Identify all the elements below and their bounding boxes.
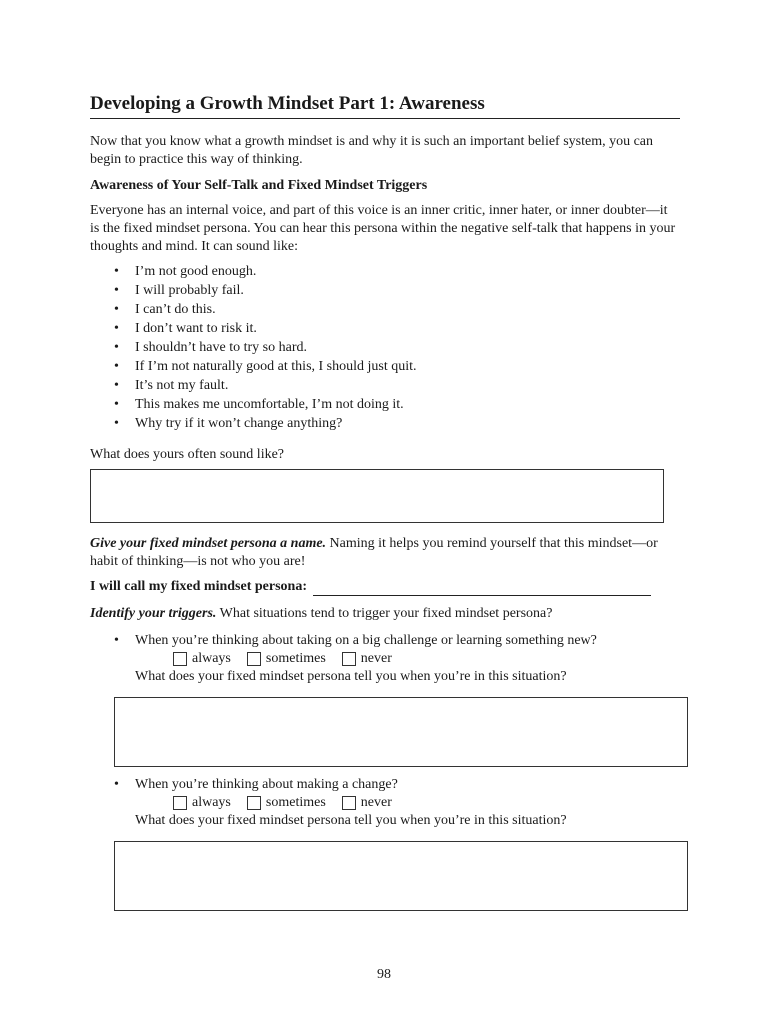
option-sometimes[interactable]	[247, 650, 326, 668]
option-label: never	[360, 795, 392, 810]
change-answer-box[interactable]	[114, 841, 688, 911]
persona-name-field[interactable]	[313, 581, 651, 596]
triggers-lead: Identify your triggers.	[90, 606, 217, 621]
checkbox-always[interactable]	[173, 652, 187, 666]
option-never[interactable]	[342, 650, 392, 668]
persona-rest: Naming it helps you remind yourself that this mindset—or habit of thinking—is not who you are!	[90, 536, 658, 569]
trigger-item-change	[90, 776, 680, 830]
page-title: Developing a Growth Mindset Part 1: Awareness	[90, 93, 680, 119]
option-label: sometimes	[265, 795, 326, 810]
option-label: never	[360, 651, 392, 666]
persona-lead: Give your fixed mindset persona a name.	[90, 536, 327, 551]
checkbox-sometimes[interactable]	[247, 652, 261, 666]
persona-name-label: I will call my fixed mindset persona:	[90, 579, 307, 594]
section-subheading: Awareness of Your Self-Talk and Fixed Mindset Triggers	[90, 178, 428, 193]
trigger-situation: • When you’re thinking about taking on a big challenge or learning something new?	[135, 633, 597, 648]
option-label: always	[192, 651, 231, 666]
option-label: always	[192, 795, 231, 810]
challenge-answer-box[interactable]	[114, 697, 688, 767]
trigger-question: What does your fixed mindset persona tell you when you’re in this situation?	[135, 813, 567, 828]
list-item: • I can’t do this.	[135, 300, 680, 319]
persona-paragraph	[90, 535, 680, 571]
sound-answer-box[interactable]	[90, 469, 664, 523]
option-label: sometimes	[265, 651, 326, 666]
page-number: 98	[377, 967, 391, 982]
list-item: • This makes me uncomfortable, I’m not doing it.	[135, 395, 680, 414]
checkbox-never[interactable]	[342, 796, 356, 810]
intro-paragraph: Now that you know what a growth mindset is and why it is such an important belief system, you can begin to practice this way of thinking.	[90, 134, 654, 167]
sound-question: What does yours often sound like?	[90, 447, 285, 462]
list-item: • It’s not my fault.	[135, 376, 680, 395]
frequency-options	[173, 650, 680, 668]
list-item: • I shouldn’t have to try so hard.	[135, 338, 680, 357]
checkbox-sometimes[interactable]	[247, 796, 261, 810]
option-always[interactable]	[173, 650, 231, 668]
checkbox-always[interactable]	[173, 796, 187, 810]
option-always[interactable]	[173, 794, 231, 812]
trigger-question: What does your fixed mindset persona tell you when you’re in this situation?	[135, 669, 567, 684]
list-item: • Why try if it won’t change anything?	[135, 414, 680, 433]
persona-name-row	[90, 578, 680, 596]
list-item: • I don’t want to risk it.	[135, 319, 680, 338]
list-item: • If I’m not naturally good at this, I should just quit.	[135, 357, 680, 376]
frequency-options	[173, 794, 680, 812]
worksheet-page	[90, 93, 680, 911]
self-talk-paragraph: Everyone has an internal voice, and part of this voice is an inner critic, inner hater, or inner doubter—it is the fixed mindset persona. You can hear this persona within the negative self-talk that happens in your thoughts and mind. It can sound like:	[90, 203, 676, 254]
checkbox-never[interactable]	[342, 652, 356, 666]
self-talk-list	[90, 262, 680, 433]
option-never[interactable]	[342, 794, 392, 812]
triggers-paragraph	[90, 605, 680, 623]
trigger-situation: • When you’re thinking about making a change?	[135, 777, 398, 792]
list-item: • I’m not good enough.	[135, 262, 680, 281]
list-item: • I will probably fail.	[135, 281, 680, 300]
option-sometimes[interactable]	[247, 794, 326, 812]
trigger-item-challenge	[90, 632, 680, 686]
triggers-rest: What situations tend to trigger your fixed mindset persona?	[216, 606, 553, 621]
